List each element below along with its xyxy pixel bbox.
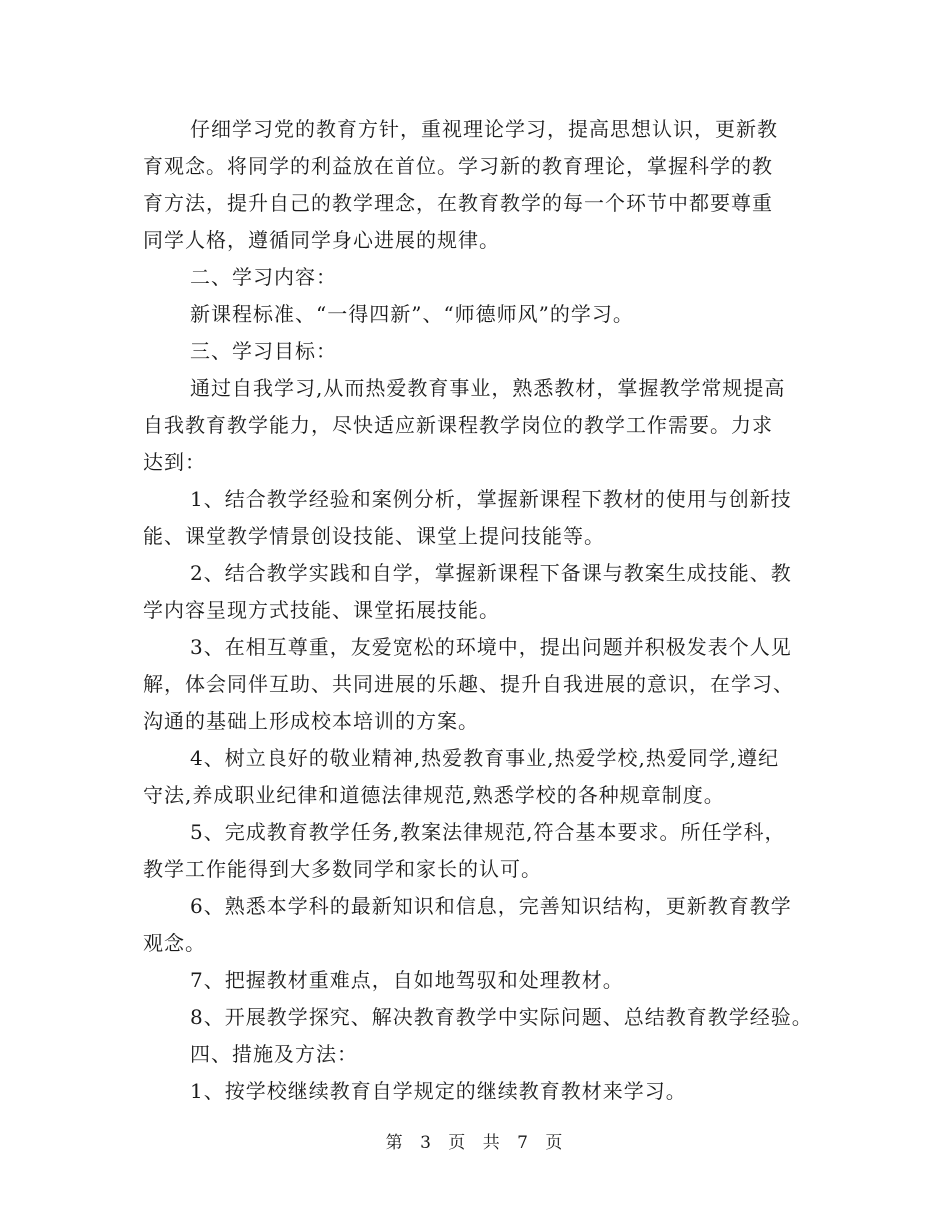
text-line: 能、课堂教学情景创设技能、课堂上提问技能等。 xyxy=(143,524,605,548)
text-line: 8、开展教学探究、解决教育教学中实际问题、总结教育教学经验。 xyxy=(190,1005,813,1029)
text-line: 自我教育教学能力，尽快适应新课程教学岗位的教学工作需要。力求 xyxy=(143,413,773,437)
footer-prefix: 第 xyxy=(385,1133,405,1153)
text-line: 守法,养成职业纪律和道德法律规范,熟悉学校的各种规章制度。 xyxy=(143,783,725,807)
text-line: 达到： xyxy=(143,450,206,474)
text-line: 育观念。将同学的利益放在首位。学习新的教育理论，掌握科学的教 xyxy=(143,154,773,178)
text-line: 5、完成教育教学任务,教案法律规范,符合基本要求。所任学科， xyxy=(190,820,786,844)
current-page-number: 3 xyxy=(420,1133,433,1153)
text-line: 仔细学习党的教育方针，重视理论学习，提高思想认识，更新教 xyxy=(190,117,778,141)
footer-total-word: 共 xyxy=(482,1133,502,1153)
total-page-count: 7 xyxy=(517,1133,530,1153)
text-line: 1、结合教学经验和案例分析，掌握新课程下教材的使用与创新技 xyxy=(190,487,792,511)
page-footer xyxy=(0,1132,950,1154)
text-line: 教学工作能得到大多数同学和家长的认可。 xyxy=(143,857,542,881)
text-line: 观念。 xyxy=(143,931,206,955)
text-line: 7、把握教材重难点，自如地驾驭和处理教材。 xyxy=(190,968,624,992)
footer-page-word: 页 xyxy=(448,1133,468,1153)
text-line: 6、熟悉本学科的最新知识和信息，完善知识结构，更新教育教学 xyxy=(190,894,792,918)
text-line: 三、学习目标： xyxy=(190,339,337,363)
text-line: 二、学习内容： xyxy=(190,265,337,289)
text-line: 通过自我学习,从而热爱教育事业，熟悉教材，掌握教学常规提高 xyxy=(190,376,786,400)
text-line: 同学人格，遵循同学身心进展的规律。 xyxy=(143,228,500,252)
text-line: 解，体会同伴互助、共同进展的乐趣、提升自我进展的意识，在学习、 xyxy=(143,672,794,696)
text-line: 沟通的基础上形成校本培训的方案。 xyxy=(143,709,479,733)
text-line: 新课程标准、“一得四新”、“师德师风”的学习。 xyxy=(190,302,634,326)
text-line: 学内容呈现方式技能、课堂拓展技能。 xyxy=(143,598,500,622)
text-line: 1、按学校继续教育自学规定的继续教育教材来学习。 xyxy=(190,1079,687,1103)
text-line: 3、在相互尊重，友爱宽松的环境中，提出问题并积极发表个人见 xyxy=(190,635,792,659)
text-line: 4、树立良好的敬业精神,热爱教育事业,热爱学校,热爱同学,遵纪 xyxy=(190,746,780,770)
text-line: 育方法，提升自己的教学理念，在教育教学的每一个环节中都要尊重 xyxy=(143,191,773,215)
text-line: 2、结合教学实践和自学，掌握新课程下备课与教案生成技能、教 xyxy=(190,561,792,585)
text-line: 四、措施及方法： xyxy=(190,1042,358,1066)
footer-suffix: 页 xyxy=(545,1133,565,1153)
